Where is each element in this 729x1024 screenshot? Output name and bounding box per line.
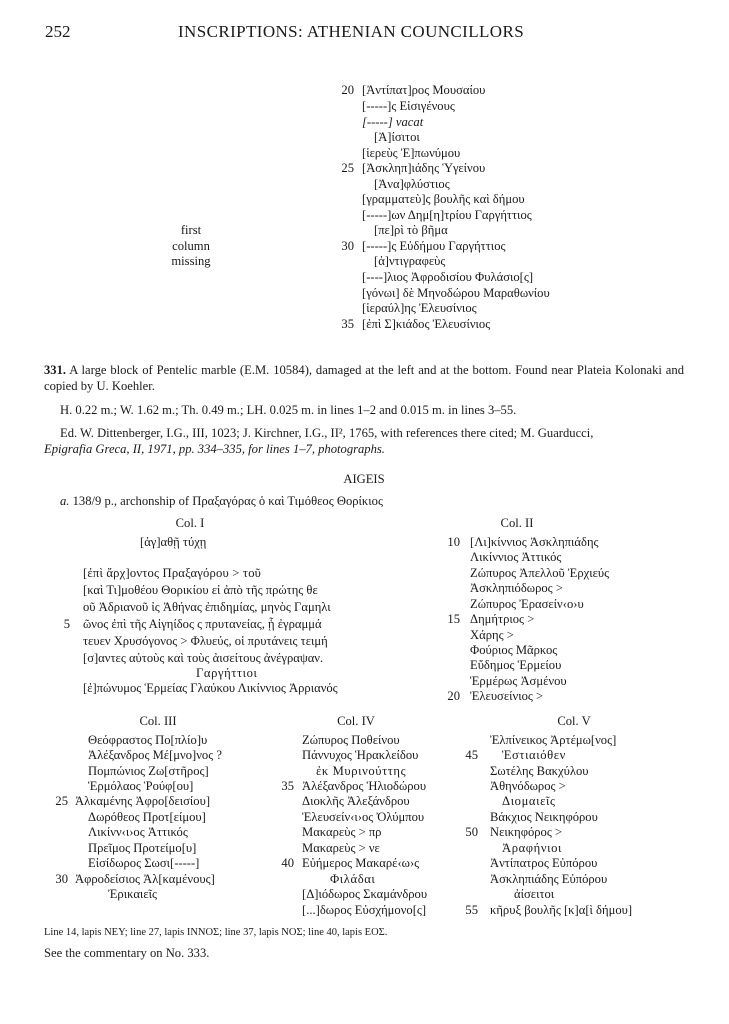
inscription-line: Δημήτριος > <box>470 612 535 626</box>
inscription-line: Εὐήμερος Μακαρέ‹ω›ς <box>302 856 420 870</box>
line-number: 25 <box>341 161 354 175</box>
line-number: 15 <box>447 612 460 626</box>
inscription-line: Ἐλπίνεικος Ἀρτέμω[νος] <box>490 733 617 747</box>
inscription-line: [ἐπὶ ἄρχ]οντος Πραξαγόρου > τοῦ <box>83 566 262 580</box>
inscription-line: Ἀλέξανδρος Ἡλιοδώρου <box>302 779 427 793</box>
inscription-line: Χάρης > <box>470 628 514 642</box>
page-number: 252 <box>45 22 71 41</box>
inscription-line: [γραμματεὺ]ς βουλῆς καὶ δήμου <box>362 192 525 206</box>
line-number: 20 <box>447 689 460 703</box>
inscription-line: κῆρυξ βουλῆς [κ]α[ὶ δήμου] <box>490 903 633 917</box>
inscription-line: Φιλάδαι <box>330 872 376 886</box>
inscription-line: Ἀντίπατρος Εὐπόρου <box>490 856 598 870</box>
inscription-line: Σωτέλης Βακχύλου <box>490 764 589 778</box>
inscription-line: [ἐπὶ Σ]κιάδος Ἐλευσίνιος <box>362 317 491 331</box>
missing-note: first <box>180 223 202 237</box>
missing-note: column <box>172 239 210 253</box>
inscription-line: Μακαρεὺς > πρ <box>302 825 382 839</box>
inscription-line: τευεν Χρυσόγονος > Φλυεύς, οἱ πρυτάνεις τειμή <box>83 634 328 648</box>
inscription-line: Πρεῖμος Προτείμο[υ] <box>88 841 197 855</box>
inscription-line: Γαργήττιοι <box>196 666 258 680</box>
line-number: 50 <box>465 825 478 839</box>
inscription-line: [σ]αντες αὐτοὺς καὶ τοὺς ἀισείτους ἀνέγραψαν. <box>83 651 324 665</box>
entry-editions-cont: Epigrafia Greca, II, 1971, pp. 334–335, for lines 1–7, photographs. <box>44 442 385 456</box>
inscription-line: Ἀλκαμένης Ἀφρο[δεισίου] <box>75 794 211 808</box>
missing-note: missing <box>171 254 211 268</box>
inscription-line: ἐκ Μυρινούττης <box>316 764 407 778</box>
inscription-line: [-----]ς Εὐδήμου Γαργήττιος <box>362 239 506 253</box>
line-number: 55 <box>465 903 478 917</box>
column-title: Col. II <box>500 516 534 530</box>
commentary-reference: See the commentary on No. 333. <box>44 946 210 960</box>
inscription-line: Εὔδημος Ἑρμείου <box>470 658 562 672</box>
line-number: 35 <box>281 779 294 793</box>
inscription-line: Ἀσκληπιάδης Εὐπόρου <box>490 872 608 886</box>
inscription-line: Ἑρμόλαος Ῥούφ[ου] <box>88 779 194 793</box>
column-title: Col. I <box>175 516 205 530</box>
entry-dimensions: H. 0.22 m.; W. 1.62 m.; Th. 0.49 m.; LH. 0.025 m. in lines 1–2 and 0.015 m. in lines 3–55. <box>60 403 517 417</box>
inscription-line: Δωρόθεος Προτ[είμου] <box>88 810 206 824</box>
inscription-line: Πάννυχος Ἡρακλείδου <box>302 748 419 762</box>
apparatus-note: Line 14, lapis ΝΕΥ; line 27, lapis ΙΝΝΟΣ; line 37, lapis ΝΟΣ; line 40, lapis ΕΟΣ. <box>44 927 388 938</box>
inscription-line: Ἐλευσείνιος > <box>470 689 544 703</box>
line-number: 25 <box>55 794 68 808</box>
inscription-line: [καὶ Τι]μοθέου Θορικίου εἰ ἀπὸ τῆς πρώτης θε <box>83 583 318 597</box>
line-number: 40 <box>281 856 294 870</box>
entry-number: 331. <box>44 363 67 377</box>
column-title: Col. III <box>139 714 177 728</box>
inscription-line: Ζώπυρος Ἐρασείν‹ο›υ <box>470 597 584 611</box>
entry-editions: Ed. W. Dittenberger, I.G., III, 1023; J. Kirchner, I.G., II², 1765, with references there cited; M. Guarducci, <box>60 426 594 440</box>
inscription-line: [ἱερεὺς Ἐ]πωνύμου <box>362 146 461 160</box>
inscription-line: ἀίσειτοι <box>514 887 555 901</box>
inscription-line: [Ἀνα]φλύστιος <box>374 177 450 191</box>
column-title: Col. V <box>557 714 591 728</box>
inscription-line: Ἐλευσείν‹ι›ος Ὀλύμπου <box>302 810 425 824</box>
line-number: 35 <box>341 317 354 331</box>
inscription-line: Ἀσκληπιόδωρος > <box>470 581 563 595</box>
line-number: 20 <box>341 83 354 97</box>
inscription-line: Εἰσίδωρος Σωσι[-----] <box>88 856 200 870</box>
inscription-line: Λικίννιος Ἀττικός <box>470 550 562 564</box>
inscription-line: [-----]ς Εἰσιγένους <box>362 99 455 113</box>
inscription-line: Νεικηφόρος > <box>490 825 563 839</box>
inscription-line: [ἐ]πώνυμος Ἑρμείας Γλαύκου Λικίννιος Ἀρριανός <box>83 681 338 695</box>
inscription-line: Φούριος Μᾶρκος <box>470 643 558 657</box>
inscription-line: Ἑρμέρως Ἀσμένου <box>470 674 567 688</box>
inscription-line: Ἀραφήνιοι <box>502 841 562 855</box>
inscription-line: [ἀγ]αθῇ τύχῃ <box>140 535 207 549</box>
inscription-line: Ζώπυρος Ἀπελλοῦ Ἐρχιεύς <box>470 566 610 580</box>
inscription-line: Διομαιεῖς <box>502 794 556 808</box>
inscription-line: Διοκλῆς Ἀλεξάνδρου <box>302 794 410 808</box>
inscription-line: ῶνος ἐπὶ τῆς Αἰγηίδος ς πρυτανείας, ᾗ ἐγραμμά <box>83 617 322 631</box>
inscription-line: [-----]ων Δημ[η]τρίου Γαργήττιος <box>362 208 532 222</box>
inscription-line: Μακαρεὺς > νε <box>302 841 380 855</box>
inscription-line: Ἑστιαιόθεν <box>502 748 566 762</box>
line-number: 30 <box>341 239 354 253</box>
line-number: 10 <box>447 535 460 549</box>
line-number: 45 <box>465 748 478 762</box>
inscription-line: Βάκχιος Νεικηφόρου <box>490 810 598 824</box>
section-heading: AIGEIS <box>343 472 385 486</box>
inscription-line: [ἱεραύλ]ης Ἐλευσίνιος <box>362 301 477 315</box>
inscription-line: Ἐρικαιεῖς <box>108 887 157 901</box>
inscription-line: Ἀφροδείσιος Ἀλ[καμένους] <box>75 872 215 886</box>
inscription-line: [----]λιος Ἀφροδισίου Φυλάσιο[ς] <box>362 270 534 284</box>
inscription-line: [Ἀ]ίσιτοι <box>374 130 420 144</box>
line-number: 5 <box>63 617 70 631</box>
inscription-line: [Λι]κίννιος Ἀσκληπιάδης <box>470 535 599 549</box>
inscription-line: Ἀλέξανδρος Μέ[μνο]νος ? <box>88 748 222 762</box>
inscription-line: [...]δωρος Εὐσχήμονο[ς] <box>302 903 427 917</box>
inscription-line: [-----] vacat <box>362 115 424 129</box>
inscription-line: Λικίνν‹ι›ος Ἀττικός <box>88 825 188 839</box>
entry-description: 331. A large block of Pentelic marble (E.M. 10584), damaged at the left and at the bottom. Found near Plateia Kolonaki and copied by U. Koehler. <box>44 363 684 393</box>
line-number: 30 <box>55 872 68 886</box>
inscription-line: [Ἀντίπατ]ρος Μουσαίου <box>362 83 486 97</box>
running-title: INSCRIPTIONS: ATHENIAN COUNCILLORS <box>178 22 525 41</box>
inscription-line: [πε]ρὶ τὸ βῆμα <box>374 223 448 237</box>
inscription-line: Θεόφραστος Πο[πλίο]υ <box>88 733 208 747</box>
inscription-line: [γόνωι] δὲ Μηνοδώρου Μαραθωνίου <box>362 286 550 300</box>
inscription-line: οῦ Ἀδριανοῦ ἰς Ἀθήνας ἐπιδημίας, μηνὸς Γαμηλι <box>83 600 331 614</box>
inscription-line: Πομπώνιος Ζω[στῆρος] <box>88 764 209 778</box>
inscription-line: [Ἀσκληπ]ιάδης Ὑγείνου <box>362 161 486 175</box>
inscription-line: [Δ]ιόδωρος Σκαμάνδρου <box>302 887 428 901</box>
inscription-line: Ζώπυρος Ποθείνου <box>302 733 400 747</box>
inscription-line: Ἀθηνόδωρος > <box>490 779 566 793</box>
column-title: Col. IV <box>337 714 375 728</box>
inscription-line: [ἀ]ντιγραφεὺς <box>374 254 446 268</box>
archonship-line: a. 138/9 p., archonship of Πραξαγόρας ὁ καὶ Τιμόθεος Θορίκιος <box>60 494 383 508</box>
